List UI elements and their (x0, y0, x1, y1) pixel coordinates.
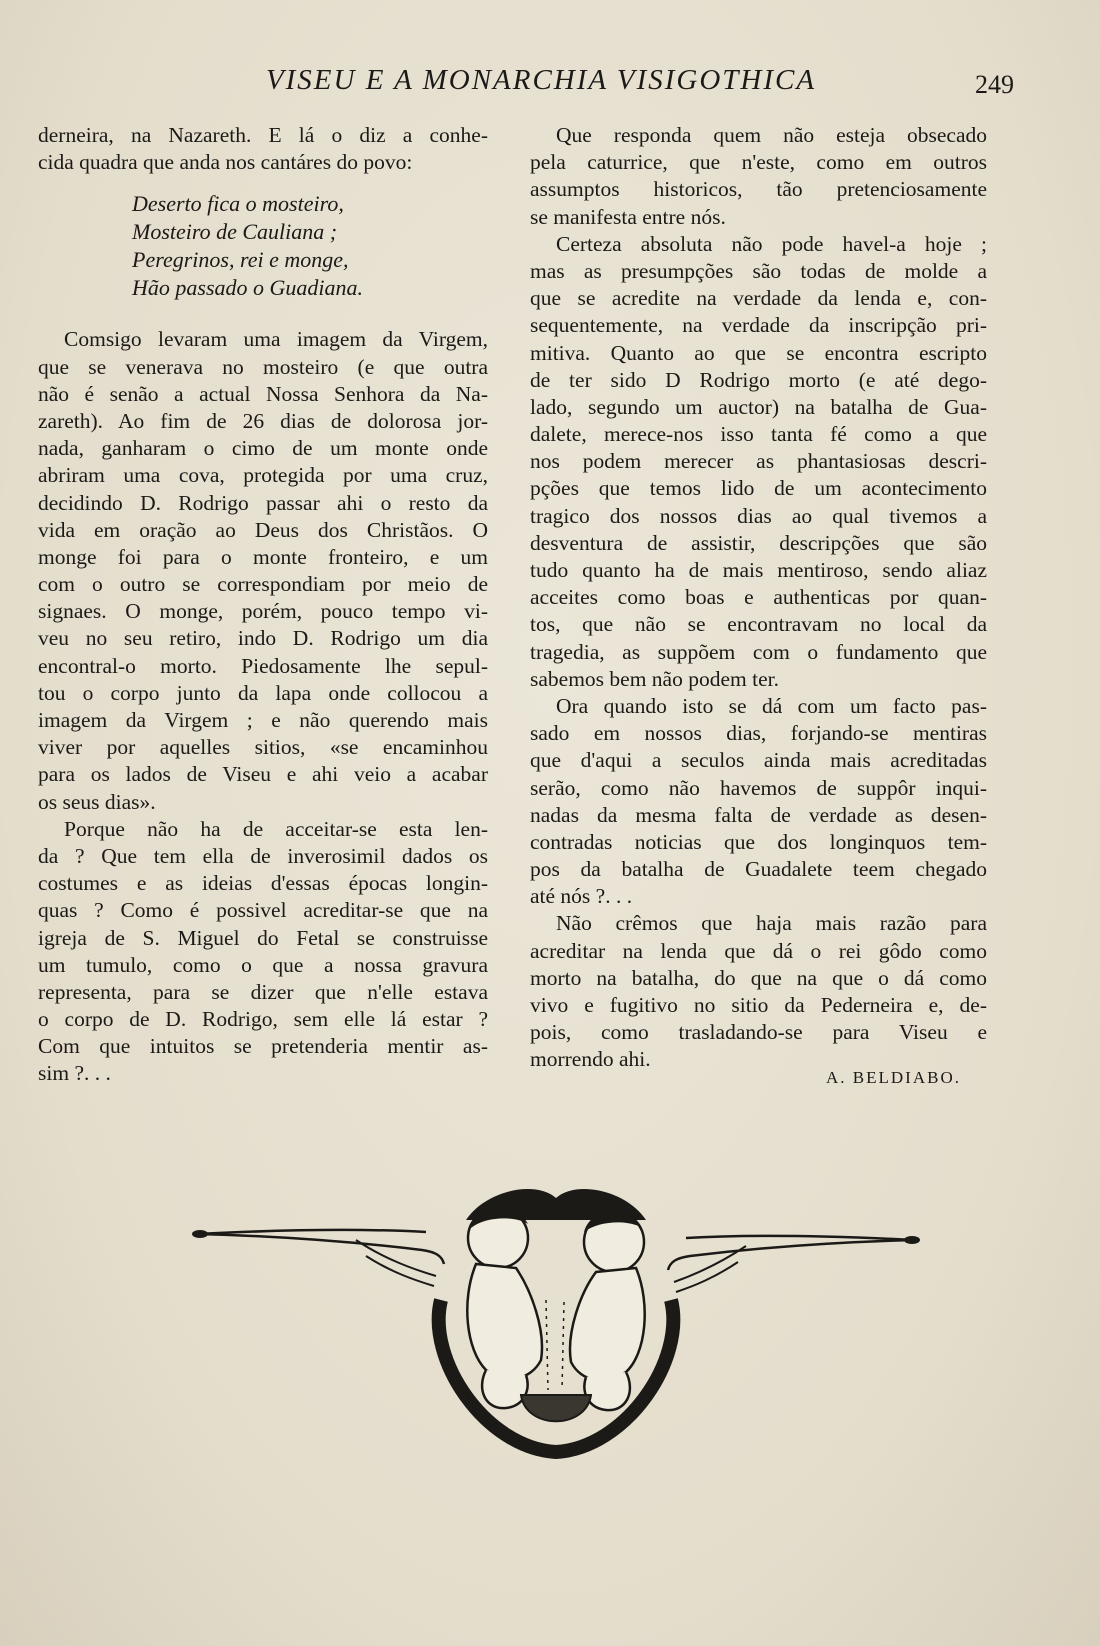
page-header (36, 64, 1036, 104)
text-line: que d'aqui a seculos ainda mais acreditadas (530, 748, 987, 773)
text-line: veu no seu retiro, indo D. Rodrigo um dia (38, 626, 488, 651)
text-line: derneira, na Nazareth. E lá o diz a conhe- (38, 123, 488, 147)
text-line: encontral-o morto. Piedosamente lhe sepul- (38, 653, 488, 678)
text-line: morto na batalha, do que na que o dá como (530, 965, 987, 990)
text-line: vivo e fugitivo no sitio da Pederneira e, de- (530, 993, 987, 1017)
body-paragraph (530, 231, 987, 693)
text-line: até nós ?. . . (530, 884, 633, 909)
text-line: Não crêmos que haja mais razão para (556, 911, 987, 936)
text-line: nos podem merecer as phantasiosas descri- (530, 449, 987, 474)
text-line: representa, para se dizer que n'elle estava (38, 979, 488, 1004)
text-line: tudo quanto ha de mais mentiroso, sendo aliaz (530, 558, 987, 582)
author-signature: A. BELDIABO. (826, 1068, 961, 1087)
running-title: VISEU E A MONARCHIA VISIGOTHICA (265, 64, 817, 96)
text-line: pois, como trasladando-se para Viseu e (530, 1020, 987, 1045)
cherubs-vignette-illustration (186, 1180, 926, 1460)
text-line: assumptos historicos, tão pretenciosamente (530, 177, 987, 202)
text-line: tragico dos nossos dias ao qual tivemos a (530, 503, 987, 528)
text-line: decidindo D. Rodrigo passar ahi o resto da (38, 490, 488, 515)
text-line: com o outro se correspondiam por meio de (38, 572, 488, 597)
text-line: abriram uma cova, protegida por uma cruz, (38, 463, 488, 488)
poem-quatrain (132, 190, 488, 302)
text-line: os seus dias». (38, 789, 156, 814)
text-line: tos, que não se encontravam no local da (530, 612, 987, 637)
body-paragraph (530, 910, 987, 1073)
text-line: contradas noticias que dos longinquos tem- (530, 829, 987, 854)
text-line: serão, como não havemos de suppôr inqui- (530, 775, 987, 800)
text-line: Porque não ha de acceitar-se esta len- (64, 816, 488, 841)
text-line: desventura de assistir, descripções que são (530, 530, 987, 555)
text-line: que se acredite na verdade da lenda e, con- (530, 286, 987, 311)
text-line: mas as presumpções são todas de molde a (530, 258, 987, 283)
text-line: cida quadra que anda nos cantáres do povo: (38, 150, 413, 175)
right-column (530, 122, 987, 1074)
text-line: morrendo ahi. (530, 1047, 651, 1072)
text-line: sequentemente, na verdade da inscripção pri- (530, 313, 987, 338)
page-number: 249 (975, 70, 1014, 99)
text-line: sabemos bem não podem ter. (530, 666, 779, 691)
text-line: sado em nossos dias, forjando-se mentiras (530, 721, 987, 746)
poem-verse: Deserto fica o mosteiro, (132, 191, 344, 217)
text-line: pções que temos lido de um acontecimento (530, 476, 987, 501)
text-line: imagem da Virgem ; e não querendo mais (38, 708, 488, 732)
text-line: nadas da mesma falta de verdade as desen- (530, 802, 987, 827)
text-line: igreja de S. Miguel do Fetal se construisse (38, 925, 488, 950)
text-line: costumes e as ideias d'essas épocas longin- (38, 871, 488, 896)
text-line: dalete, merece-nos isso tanta fé como a que (530, 422, 987, 447)
poem-verse: Mosteiro de Cauliana ; (132, 219, 338, 245)
text-line: viver por aquelles sitios, «se encaminhou (38, 735, 488, 760)
left-column (36, 122, 488, 1088)
body-paragraph (36, 816, 488, 1088)
text-line: lado, segundo um auctor) na batalha de Gua- (530, 394, 987, 419)
text-line: signaes. O monge, porém, pouco tempo vi- (38, 599, 488, 624)
text-line: sim ?. . . (38, 1061, 111, 1086)
intro-paragraph (36, 122, 488, 176)
text-line: pos da batalha de Guadalete teem chegado (530, 857, 987, 882)
text-line: nada, ganharam o cimo de um monte onde (38, 436, 488, 461)
body-paragraph (530, 122, 987, 231)
text-line: se manifesta entre nós. (530, 204, 726, 229)
text-line: acceites como boas e authenticas por quan- (530, 585, 987, 610)
text-line: zareth). Ao fim de 26 dias de dolorosa jor- (38, 408, 488, 433)
text-line: Certeza absoluta não pode havel-a hoje ; (556, 231, 987, 256)
text-line: Ora quando isto se dá com um facto pas- (556, 693, 987, 718)
poem-verse: Peregrinos, rei e monge, (132, 247, 349, 273)
text-line: de ter sido D Rodrigo morto (e até dego- (530, 367, 987, 392)
body-paragraph (530, 693, 987, 911)
poem-verse: Hão passado o Guadiana. (132, 275, 364, 301)
text-line: um tumulo, como o que a nossa gravura (38, 952, 488, 977)
text-line: acreditar na lenda que dá o rei gôdo como (530, 938, 987, 963)
text-line: tragedia, as suppõem com o fundamento que (530, 639, 987, 664)
text-line: Com que intuitos se pretenderia mentir as- (38, 1034, 488, 1059)
body-paragraph (36, 326, 488, 815)
text-line: Que responda quem não esteja obsecado (556, 123, 987, 147)
text-line: da ? Que tem ella de inverosimil dados os (38, 843, 488, 868)
text-line: Comsigo levaram uma imagem da Virgem, (64, 327, 488, 352)
text-line: que se venerava no mosteiro (e que outra (38, 354, 488, 379)
text-line: monge foi para o monte fronteiro, e um (38, 544, 488, 569)
text-line: mitiva. Quanto ao que se encontra escripto (530, 340, 987, 365)
text-line: não é senão a actual Nossa Senhora da Na- (38, 381, 488, 406)
text-line: quas ? Como é possivel acreditar-se que na (38, 898, 488, 923)
text-line: vida em oração ao Deus dos Christãos. O (38, 517, 488, 542)
text-line: para os lados de Viseu e ahi veio a acabar (38, 762, 488, 787)
text-line: pela caturrice, que n'este, como em outros (530, 150, 987, 175)
text-line: tou o corpo junto da lapa onde collocou a (38, 680, 488, 705)
text-line: o corpo de D. Rodrigo, sem elle lá estar ? (38, 1007, 488, 1032)
